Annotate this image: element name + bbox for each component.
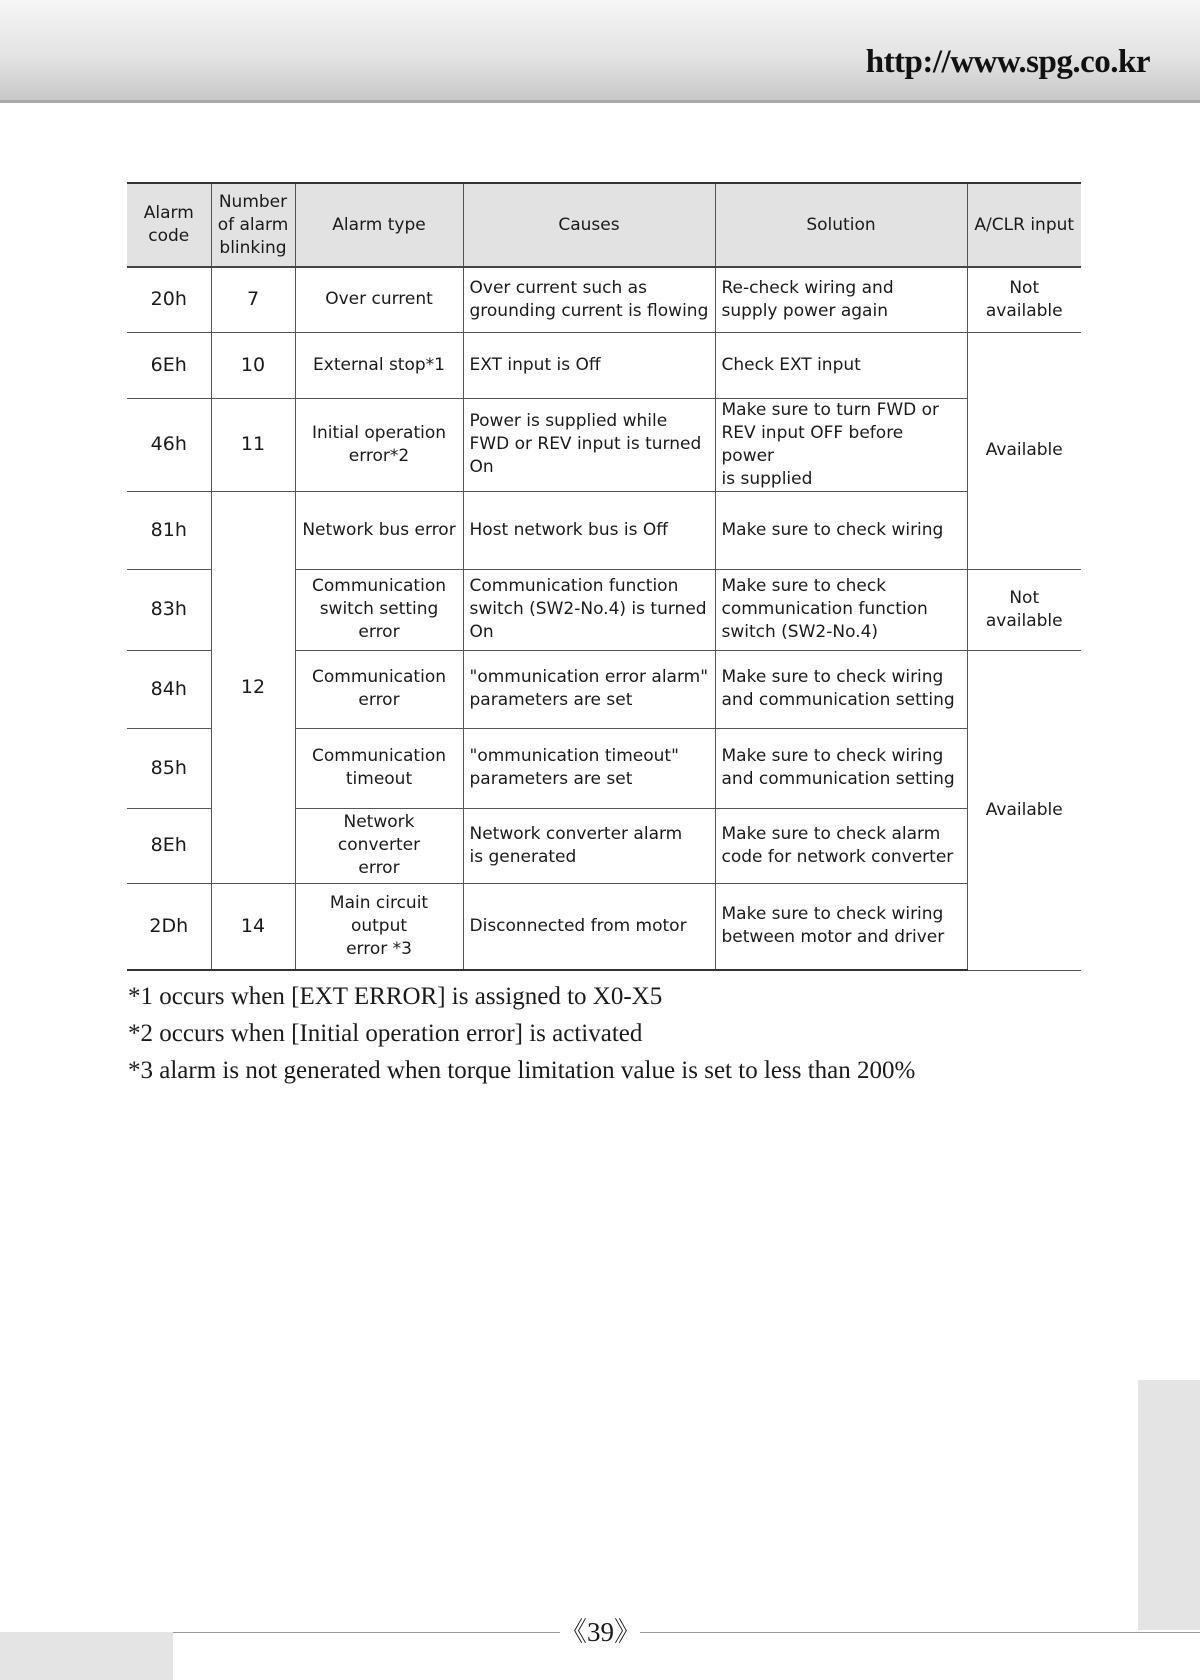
aclr-input: Available xyxy=(967,650,1081,970)
alarm-solution: Make sure to check wiring and communication setting xyxy=(715,650,967,728)
header-band xyxy=(0,0,1200,103)
alarm-solution: Re-check wiring and supply power again xyxy=(715,267,967,332)
alarm-type: Main circuit output error *3 xyxy=(295,883,463,970)
alarm-cause: Network converter alarm is generated xyxy=(463,808,715,883)
alarm-code: 6Eh xyxy=(127,332,211,398)
header-solution: Solution xyxy=(715,183,967,267)
alarm-cause: Host network bus is Off xyxy=(463,491,715,569)
header-causes: Causes xyxy=(463,183,715,267)
header-alarm-code: Alarm code xyxy=(127,183,211,267)
alarm-type: Communication error xyxy=(295,650,463,728)
header-blinking: Number of alarm blinking xyxy=(211,183,295,267)
alarm-cause: Power is supplied while FWD or REV input is turned On xyxy=(463,398,715,491)
alarm-code: 46h xyxy=(127,398,211,491)
alarm-type: Over current xyxy=(295,267,463,332)
alarm-solution: Make sure to check wiring xyxy=(715,491,967,569)
alarm-type: Communication switch setting error xyxy=(295,569,463,650)
table-row xyxy=(127,883,1081,970)
alarm-cause: Disconnected from motor xyxy=(463,883,715,970)
alarm-solution: Make sure to check wiring between motor and driver xyxy=(715,883,967,970)
alarm-code: 81h xyxy=(127,491,211,569)
alarm-code: 85h xyxy=(127,728,211,808)
footnotes xyxy=(128,978,915,1089)
blink-count: 10 xyxy=(211,332,295,398)
footnote-3: *3 alarm is not generated when torque limitation value is set to less than 200% xyxy=(128,1057,916,1084)
alarm-type: Network bus error xyxy=(295,491,463,569)
table-header-row xyxy=(127,183,1081,267)
aclr-input: Available xyxy=(967,332,1081,569)
blink-count: 12 xyxy=(211,491,295,883)
alarm-cause: Over current such as grounding current is flowing xyxy=(463,267,715,332)
alarm-type: External stop*1 xyxy=(295,332,463,398)
alarm-solution: Check EXT input xyxy=(715,332,967,398)
table-row xyxy=(127,398,1081,491)
table-row xyxy=(127,332,1081,398)
aclr-input: Not available xyxy=(967,569,1081,650)
alarm-type: Initial operation error*2 xyxy=(295,398,463,491)
blink-count: 7 xyxy=(211,267,295,332)
footnote-1: *1 occurs when [EXT ERROR] is assigned to X0-X5 xyxy=(128,983,663,1010)
alarm-code: 20h xyxy=(127,267,211,332)
alarm-table xyxy=(127,182,1081,971)
header-aclr-input: A/CLR input xyxy=(967,183,1081,267)
alarm-solution: Make sure to turn FWD or REV input OFF before power is supplied xyxy=(715,398,967,491)
alarm-code: 2Dh xyxy=(127,883,211,970)
side-tab xyxy=(1138,1380,1200,1630)
alarm-cause: Communication function switch (SW2-No.4) is turned On xyxy=(463,569,715,650)
alarm-code: 84h xyxy=(127,650,211,728)
header-url: http://www.spg.co.kr xyxy=(865,44,1150,80)
header-alarm-type: Alarm type xyxy=(295,183,463,267)
footer-block xyxy=(0,1632,173,1680)
alarm-cause: "ommunication timeout" parameters are set xyxy=(463,728,715,808)
alarm-code: 83h xyxy=(127,569,211,650)
aclr-input: Not available xyxy=(967,267,1081,332)
footnote-2: *2 occurs when [Initial operation error] is activated xyxy=(128,1020,643,1047)
blink-count: 14 xyxy=(211,883,295,970)
table-row xyxy=(127,491,1081,569)
alarm-cause: EXT input is Off xyxy=(463,332,715,398)
table-row xyxy=(127,267,1081,332)
alarm-type: Communication timeout xyxy=(295,728,463,808)
blink-count: 11 xyxy=(211,398,295,491)
alarm-solution: Make sure to check wiring and communication setting xyxy=(715,728,967,808)
alarm-solution: Make sure to check alarm code for network converter xyxy=(715,808,967,883)
page-number: 《39》 xyxy=(560,1614,640,1650)
alarm-code: 8Eh xyxy=(127,808,211,883)
alarm-solution: Make sure to check communication function switch (SW2-No.4) xyxy=(715,569,967,650)
alarm-cause: "ommunication error alarm" parameters are set xyxy=(463,650,715,728)
alarm-type: Network converter error xyxy=(295,808,463,883)
